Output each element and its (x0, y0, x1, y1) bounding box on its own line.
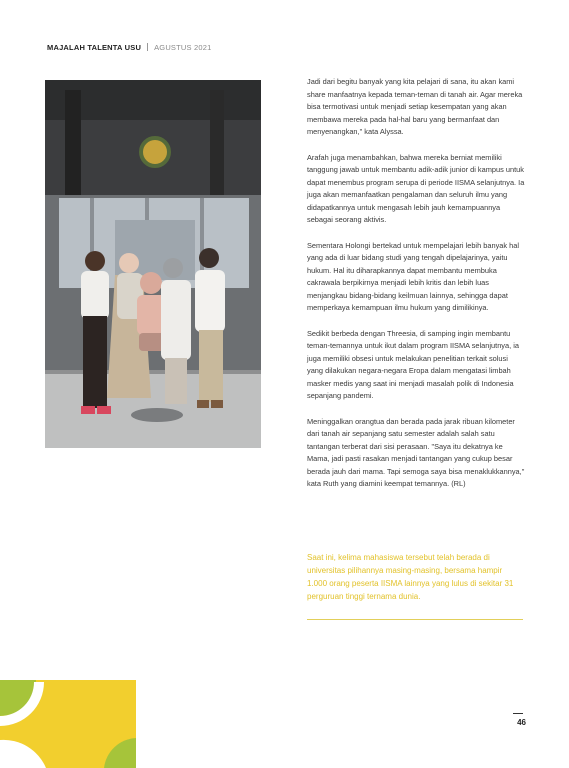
group-photo-image (45, 80, 261, 448)
body-paragraph: Arafah juga menambahkan, bahwa mereka berniat memiliki tanggung jawab untuk membantu adik-adik junior di kampus untuk dapat menembus program serupa di periode IISMA selanjutnya. Ia juga akan memanfaatkan pengalaman dan seluruh ilmu yang didapatkannya untuk mengasah lebih jauh kemampuannya sebagai seorang aktivis. (307, 152, 525, 224)
issue-date: AGUSTUS 2021 (154, 43, 212, 52)
body-paragraph: Jadi dari begitu banyak yang kita pelajari di sana, itu akan kami share manfaatnya kepada teman-teman di tanah air. Agar mereka bisa termotivasi untuk menjadi setiap kesempatan yang akan membawa mereka pada hal-hal baru yang bermanfaat dan menyenangkan," kata Alyssa. (307, 77, 523, 136)
page-number-rule (513, 713, 523, 714)
decorative-shapes (0, 680, 140, 768)
header-divider (147, 43, 148, 51)
body-paragraph: Sedikit berbeda dengan Threesia, di samping ingin membantu teman-temannya untuk ikut dalam program IISMA selanjutnya, ia juga memiliki obsesi untuk melakukan penelitian terkait solusi yang dilakukan negara-negara Eropa dalam mengatasi limbah masker medis yang saat ini menjadi masalah polik di Indonesia sepanjang pandemi. (307, 328, 519, 400)
page-header (47, 43, 212, 52)
article-body (307, 76, 525, 504)
page-number: 46 (517, 718, 526, 727)
magazine-name: MAJALAH TALENTA USU (47, 43, 142, 52)
pull-quote: Saat ini, kelima mahasiswa tersebut telah berada di universitas pilihannya masing-masing, bersama hampir 1.000 orang peserta IISMA lainnya yang lulus di sekitar 31 perguruan tinggi ternama dunia. (307, 553, 514, 601)
body-paragraph: Sementara Holongi bertekad untuk mempelajari lebih banyak hal yang ada di luar bidang studi yang tengah dipelajarinya, yaitu hukum. Hal itu diharapkannya dapat membantu membuka cakrawala berpikirnya menjadi lebih kritis dan lebih luas menjangkau bidang-bidang keilmuan lainnya, sehingga dapat memperkaya kemampuan ilmu hukum yang dimilikinya. (307, 240, 519, 312)
body-paragraph: Meninggalkan orangtua dan berada pada jarak ribuan kilometer dari tanah air sepanjang satu semester adalah salah satu tantangan terberat dari sisi perasaan. "Saya itu dekatnya ke Mama, jadi pasti rasakan menjadi tantangan yang cukup besar berada jauh dari mama. Tapi semoga saya bisa menaklukkannya," kata Ruth yang diamini keempat temannya. (RL) (307, 416, 525, 488)
pull-quote-rule (307, 619, 523, 620)
